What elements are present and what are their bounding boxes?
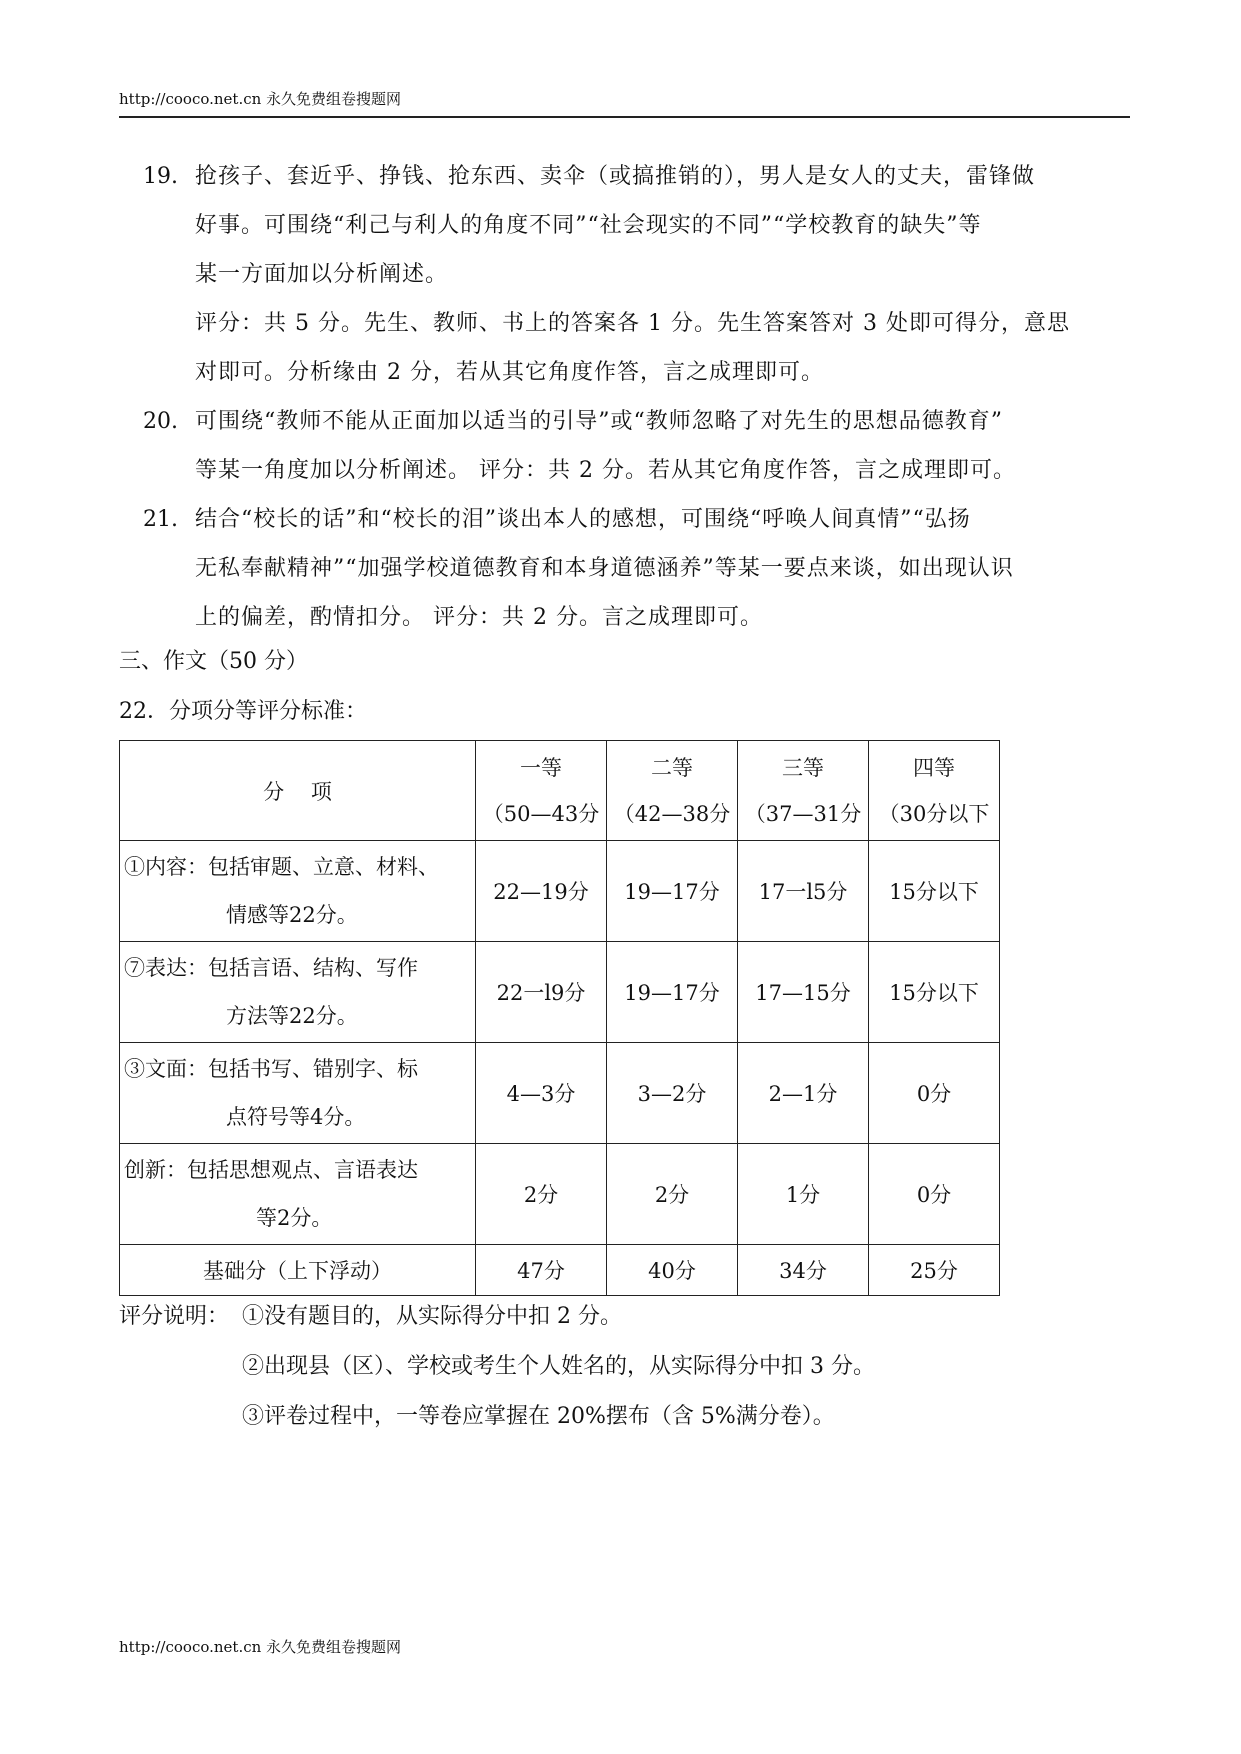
scoring-note-3: ③评卷过程中，一等卷应掌握在 20%摆布（含 5%满分卷）。 — [242, 1404, 835, 1429]
scoring-note-2: ②出现县（区）、学校或考生个人姓名的，从实际得分中扣 3 分。 — [242, 1354, 875, 1379]
table-cell: 22一l9分 — [476, 942, 607, 1043]
table-row-innovation — [120, 1144, 1000, 1245]
table-cell: 19—17分 — [607, 942, 738, 1043]
q21-answer — [195, 495, 1014, 642]
grade-3-header — [738, 741, 869, 841]
table-cell: 17—15分 — [738, 942, 869, 1043]
table-corner-cell: 分 项 — [120, 741, 476, 841]
table-cell: 1分 — [738, 1144, 869, 1245]
row-label-presentation-line2: 点符号等4分。 — [226, 1105, 366, 1129]
table-cell: 0分 — [869, 1043, 1000, 1144]
grade-3-label: 三等 — [782, 755, 824, 780]
q20-line-2: 等某一角度加以分析阐述。 评分：共 2 分。若从其它角度作答，言之成理即可。 — [195, 458, 1016, 483]
table-cell: 15分以下 — [869, 841, 1000, 942]
footer-text: http://cooco.net.cn 永久免费组卷搜题网 — [119, 1638, 402, 1656]
grade-1-label: 一等 — [520, 755, 562, 780]
table-row-content — [120, 841, 1000, 942]
row-label-presentation-line1: ③文面：包括书写、错别字、标 — [124, 1057, 418, 1081]
row-label-presentation — [120, 1043, 476, 1144]
grade-1-range: （50—43分 — [482, 801, 600, 826]
table-cell: 2—1分 — [738, 1043, 869, 1144]
q19-line-1: 抢孩子、套近乎、挣钱、抢东西、卖伞（或搞推销的），男人是女人的丈夫，雷锋做 — [195, 164, 1036, 189]
grading-table — [119, 740, 1000, 1296]
row-label-expression — [120, 942, 476, 1043]
grade-3-range: （37—31分 — [744, 801, 862, 826]
table-cell: 15分以下 — [869, 942, 1000, 1043]
table-cell: 19—17分 — [607, 841, 738, 942]
grade-4-label: 四等 — [913, 755, 955, 780]
q21-number: 21. — [143, 507, 178, 532]
grade-2-range: （42—38分 — [613, 801, 731, 826]
q20-answer — [195, 397, 1016, 495]
q21-line-1: 结合“校长的话”和“校长的泪”谈出本人的感想，可围绕“呼唤人间真情”“弘扬 — [195, 507, 971, 532]
page-footer — [119, 1636, 401, 1658]
row-label-innovation-line2: 等2分。 — [256, 1206, 333, 1230]
table-cell: 2分 — [607, 1144, 738, 1245]
row-label-content-line1: ①内容：包括审题、立意、材料、 — [124, 855, 439, 879]
q19-line-2: 好事。可围绕“利己与利人的角度不同”“社会现实的不同”“学校教育的缺失”等 — [195, 213, 982, 238]
grade-1-header — [476, 741, 607, 841]
table-cell: 4—3分 — [476, 1043, 607, 1144]
row-label-content — [120, 841, 476, 942]
table-cell: 47分 — [476, 1245, 607, 1296]
scoring-notes-lead: 评分说明： — [119, 1304, 230, 1329]
grade-2-header — [607, 741, 738, 841]
q22-title: 22．分项分等评分标准： — [119, 699, 367, 724]
q21-line-3: 上的偏差，酌情扣分。 评分：共 2 分。言之成理即可。 — [195, 605, 763, 630]
q19-scoring-1: 评分：共 5 分。先生、教师、书上的答案各 1 分。先生答案答对 3 处即可得分，意思 — [195, 311, 1070, 336]
q19-answer — [195, 152, 1070, 397]
row-label-innovation-line1: 创新：包括思想观点、言语表达 — [124, 1158, 418, 1182]
table-cell: 2分 — [476, 1144, 607, 1245]
table-cell: 34分 — [738, 1245, 869, 1296]
table-row-expression — [120, 942, 1000, 1043]
row-label-expression-line1: ⑦表达：包括言语、结构、写作 — [124, 956, 418, 980]
row-label-expression-line2: 方法等22分。 — [226, 1004, 358, 1028]
table-row-base — [120, 1245, 1000, 1296]
table-cell: 40分 — [607, 1245, 738, 1296]
row-label-base: 基础分（上下浮动） — [120, 1245, 476, 1296]
header-text: http://cooco.net.cn 永久免费组卷搜题网 — [119, 90, 402, 108]
grade-2-label: 二等 — [651, 755, 693, 780]
q19-number: 19. — [143, 164, 178, 189]
row-label-innovation — [120, 1144, 476, 1245]
q20-number: 20. — [143, 409, 178, 434]
table-cell: 17一l5分 — [738, 841, 869, 942]
section-3-title: 三、作文（50 分） — [119, 649, 308, 674]
table-header-row — [120, 741, 1000, 841]
table-row-presentation — [120, 1043, 1000, 1144]
table-cell: 0分 — [869, 1144, 1000, 1245]
q20-line-1: 可围绕“教师不能从正面加以适当的引导”或“教师忽略了对先生的思想品德教育” — [195, 409, 1003, 434]
grade-4-range: （30分以下 — [878, 801, 990, 826]
table-cell: 3—2分 — [607, 1043, 738, 1144]
grade-4-header — [869, 741, 1000, 841]
table-cell: 25分 — [869, 1245, 1000, 1296]
q19-line-3: 某一方面加以分析阐述。 — [195, 262, 449, 287]
q19-scoring-2: 对即可。分析缘由 2 分，若从其它角度作答，言之成理即可。 — [195, 360, 824, 385]
table-cell: 22—19分 — [476, 841, 607, 942]
row-label-content-line2: 情感等22分。 — [226, 903, 358, 927]
page-header — [119, 88, 1130, 118]
q21-line-2: 无私奉献精神”“加强学校道德教育和本身道德涵养”等某一要点来谈，如出现认识 — [195, 556, 1014, 581]
scoring-note-1: ①没有题目的，从实际得分中扣 2 分。 — [242, 1304, 622, 1329]
